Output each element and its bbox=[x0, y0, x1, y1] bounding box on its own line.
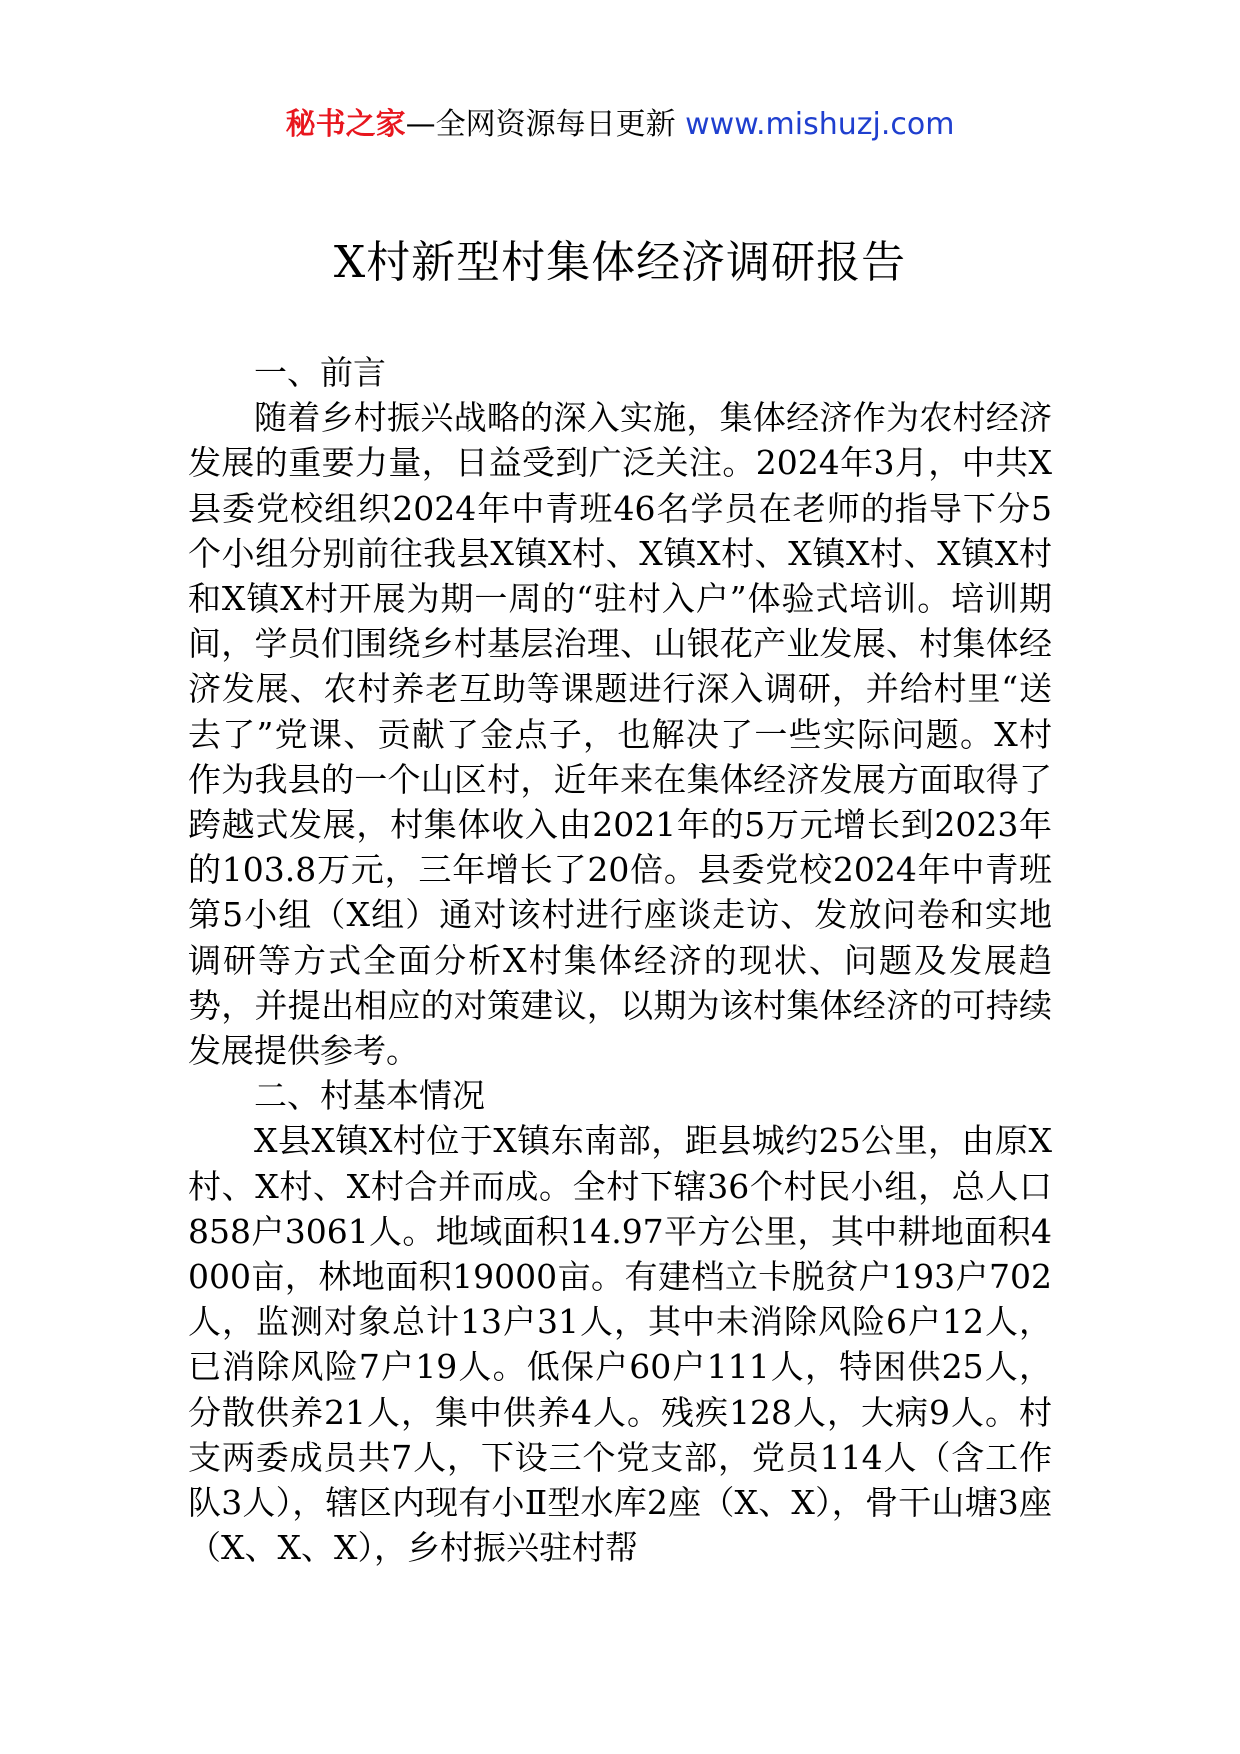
site-brand: 秘书之家 bbox=[285, 107, 406, 142]
section-paragraph-preface: 随着乡村振兴战略的深入实施，集体经济作为农村经济发展的重要力量，日益受到广泛关注。2024年3月，中共X县委党校组织2024年中青班46名学员在老师的指导下分5个小组分别前往我县X镇X村、X镇X村、X镇X村、X镇X村和X镇X村开展为期一周的“驻村入户”体验式培训。培训期间，学员们围绕乡村基层治理、山银花产业发展、村集体经济发展、农村养老互助等课题进行深入调研，并给村里“送去了”党课、贡献了金点子，也解决了一些实际问题。X村作为我县的一个山区村，近年来在集体经济发展方面取得了跨越式发展，村集体收入由2021年的5万元增长到2023年的103.8万元，三年增长了20倍。县委党校2024年中青班第5小组（X组）通对该村进行座谈走访、发放问卷和实地调研等方式全面分析X村集体经济的现状、问题及发展趋势，并提出相应的对策建议，以期为该村集体经济的可持续发展提供参考。 bbox=[188, 398, 1052, 1071]
document-title: X村新型村集体经济调研报告 bbox=[333, 237, 907, 288]
section-heading-village-overview: 二、村基本情况 bbox=[254, 1076, 485, 1116]
site-url-link[interactable]: www.mishuzj.com bbox=[685, 107, 955, 142]
site-slogan: —全网资源每日更新 bbox=[405, 107, 686, 142]
site-header bbox=[0, 100, 1240, 150]
section-heading-preface: 一、前言 bbox=[254, 353, 386, 392]
document-body bbox=[188, 350, 1052, 1570]
section-paragraph-village-overview: X县X镇X村位于X镇东南部，距县城约25公里，由原X村、X村、X村合并而成。全村下辖36个村民小组，总人口858户3061人。地域面积14.97平方公里，其中耕地面积4000亩，林地面积19000亩。有建档立卡脱贫户193户702人，监测对象总计13户31人，其中未消除风险6户12人，已消除风险7户19人。低保户60户111人，特困供25人，分散供养21人，集中供养4人。残疾128人，大病9人。村支两委成员共7人，下设三个党支部，党员114人（含工作队3人），辖区内现有小Ⅱ型水库2座（X、X），骨干山塘3座（X、X、X），乡村振兴驻村帮 bbox=[188, 1121, 1052, 1568]
